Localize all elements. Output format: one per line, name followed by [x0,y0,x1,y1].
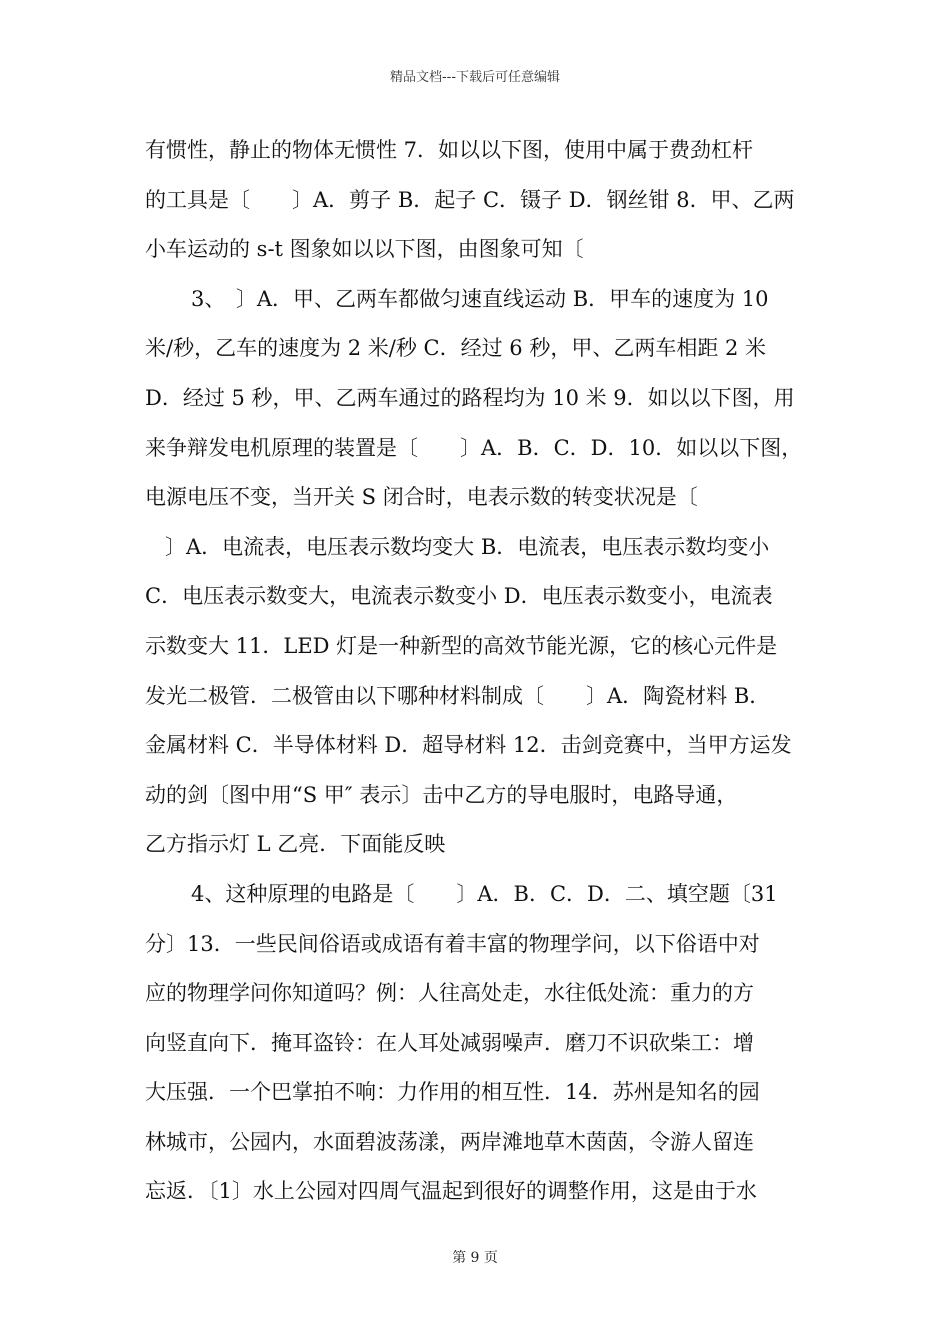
text-line: 电源电压不变，当开关 S 闭合时，电表示数的转变状况是〔 [145,485,698,510]
document-body [145,132,815,1223]
text-line: 发光二极管．二极管由以下哪种材料制成〔 〕A．陶瓷材料 B． [145,683,771,708]
page-number: 第 9 页 [452,1250,498,1266]
text-line: 示数变大 11．LED 灯是一种新型的高效节能光源，它的核心元件是 [145,633,778,658]
text-line: 乙方指示灯 L 乙亮．下面能反映 [145,832,446,857]
text-line: 有惯性，静止的物体无惯性 7．如以以下图，使用中属于费劲杠杆 [145,138,754,162]
text-line: D．经过 5 秒，甲、乙两车通过的路程均为 10 米 9．如以以下图，用 [145,385,795,410]
text-line: 小车运动的 s-t 图象如以以下图，由图象可知〔 [145,237,584,262]
text-line: 向竖直向下．掩耳盗铃：在人耳处减弱噪声．磨刀不识砍柴工：增 [145,1030,754,1055]
text-line: 大压强．一个巴掌拍不响：力作用的相互性．14．苏州是知名的园 [145,1080,760,1105]
text-line: C．电压表示数变大，电流表示数变小 D．电压表示数变小，电流表 [145,584,773,609]
text-line: 动的剑〔图中用“S 甲″ 表示〕击中乙方的导电服时，电路导通， [145,782,738,807]
text-line: 忘返．〔1〕水上公园对四周气温起到很好的调整作用，这是由于水 [145,1179,757,1204]
text-line: 米/秒，乙车的速度为 2 米/秒 C．经过 6 秒，甲、乙两车相距 2 米 [145,336,767,361]
text-line: 分〕13．一些民间俗语或成语有着丰富的物理学问，以下俗语中对 [145,931,760,956]
text-line: 4、这种原理的电路是〔 〕A．B．C．D．二、填空题〔31 [191,881,778,906]
text-line: 来争辩发电机原理的装置是〔 〕A．B．C．D．10．如以以下图， [145,435,803,460]
page-header: 精品文档---下载后可任意编辑 [389,70,561,85]
text-line: 林城市，公园内，水面碧波荡漾，两岸滩地草木茵茵，令游人留连 [145,1129,754,1154]
text-line: 〕A．电流表，电压表示数均变大 B．电流表，电压表示数均变小 [165,534,770,559]
text-line: 应的物理学问你知道吗？例：人往高处走，水往低处流：重力的方 [145,981,754,1006]
text-line: 金属材料 C．半导体材料 D．超导材料 12．击剑竞赛中，当甲方运发 [145,733,792,758]
text-line: 3、 〕A．甲、乙两车都做匀速直线运动 B．甲车的速度为 10 [191,286,769,311]
text-line: 的工具是〔 〕A．剪子 B．起子 C．镊子 D．钢丝钳 8．甲、乙两 [145,187,795,212]
